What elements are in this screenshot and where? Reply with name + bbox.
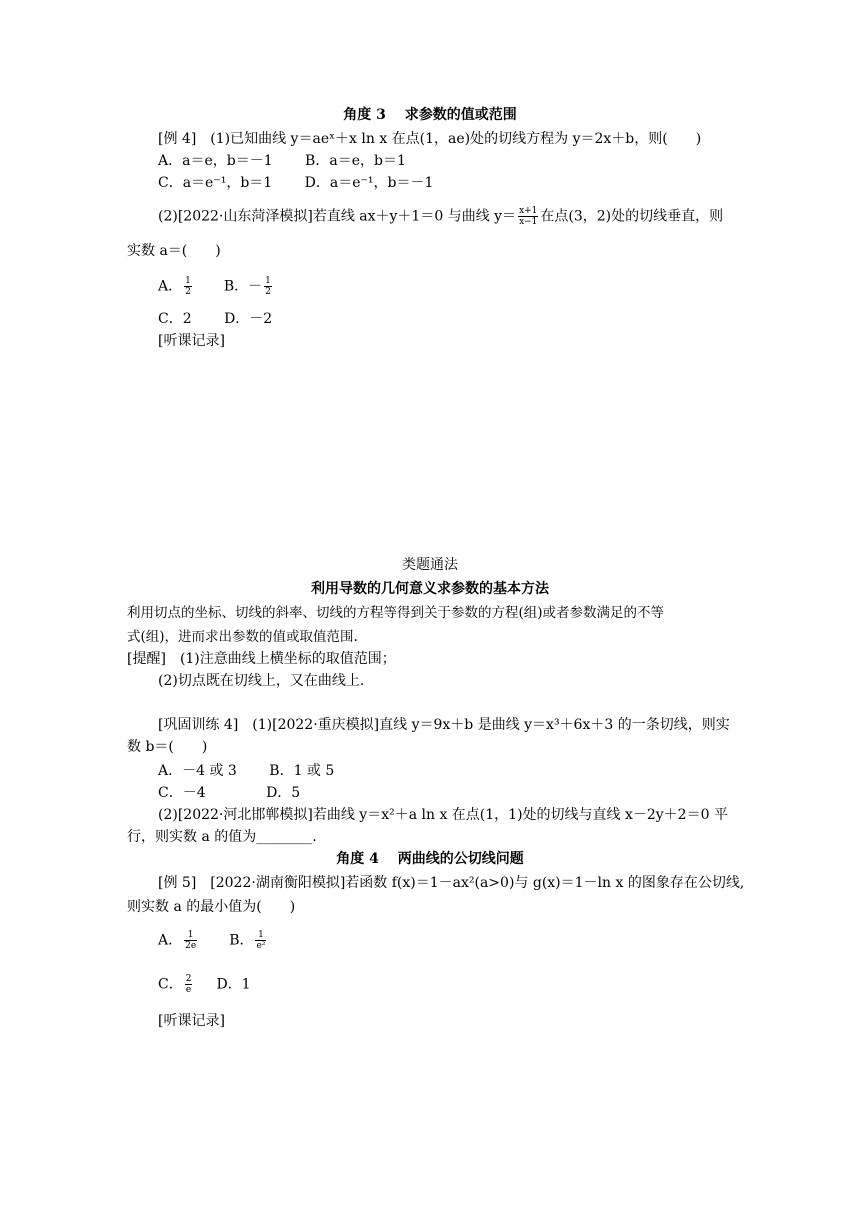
reminder-item2: (2)切点既在切线上，又在曲线上.	[158, 673, 365, 689]
option-b-label: B．	[229, 932, 254, 949]
practice4-q2-line1: (2)[2022·河北邯郸模拟]若曲线 y＝x²＋a ln x 在点(1，1)处的切线与直线 x－2y＋2＝0 平	[158, 807, 728, 823]
practice4-q2-line2: 行，则实数 a 的值为________.	[127, 829, 317, 845]
fraction-denominator: 2	[265, 287, 271, 297]
example5-options-cd	[158, 974, 251, 995]
section-heading-angle4: 角度 4 两曲线的公切线问题	[336, 851, 524, 867]
reminder-line1	[127, 650, 396, 668]
practice4-q1-line2: 数 b＝( )	[127, 739, 208, 755]
option-a-fraction	[184, 276, 192, 297]
example4-question1: [例 4] (1)已知曲线 y＝aeˣ＋x ln x 在点(1，ae)处的切线方程为 y＝2x＋b，则( )	[158, 131, 702, 147]
q2-text-pre: (2)[2022·山东菏泽模拟]若直线 ax＋y＋1＝0 与曲线 y＝	[158, 208, 517, 225]
option-a-label: A．	[158, 932, 183, 949]
example5-options-ab	[158, 930, 268, 951]
q2-text-post: 在点(3，2)处的切线垂直，则	[540, 208, 724, 225]
example4-q2-line2: 实数 a＝( )	[127, 243, 221, 259]
option-b-label: B．－	[223, 278, 263, 295]
fraction-numerator: 2	[185, 974, 192, 984]
reminder-label: [提醒]	[127, 651, 166, 667]
fraction-denominator: 2	[185, 287, 191, 297]
practice4-q1-options-ab: A．－4 或 3 B．1 或 5	[158, 763, 335, 779]
fraction-denominator: e	[185, 985, 192, 995]
section-heading-angle3: 角度 3 求参数的值或范围	[343, 107, 517, 123]
fraction-numerator: 1	[185, 276, 191, 286]
option-c-fraction	[185, 974, 193, 995]
example4-q1-options-cd: C．a＝e⁻¹，b＝1 D．a＝e⁻¹，b＝－1	[158, 175, 434, 191]
lecture-notes-label: [听课记录]	[158, 333, 225, 349]
option-d: D．1	[216, 976, 251, 993]
example4-q2-options-ab	[158, 276, 274, 297]
fraction	[518, 206, 538, 227]
example4-question2	[158, 206, 723, 227]
option-c-label: C．	[158, 976, 183, 993]
fraction-numerator: 1	[255, 930, 266, 941]
practice4-q1-options-cd: C．－4 D．5	[158, 785, 301, 801]
practice4-q1-line1: [巩固训练 4] (1)[2022·重庆模拟]直线 y＝9x＋b 是曲线 y＝x³＋6x＋3 的一条切线，则实	[158, 717, 730, 733]
lecture-notes-label-2: [听课记录]	[158, 1013, 225, 1029]
fraction-numerator: 1	[265, 276, 271, 286]
fraction-denominator: 2e	[185, 941, 197, 951]
fraction-numerator: 1	[184, 930, 197, 941]
method-body-line1: 利用切点的坐标、切线的斜率、切线的方程等得到关于参数的方程(组)或者参数满足的不等	[127, 605, 665, 621]
example4-q2-options-cd: C．2 D．－2	[158, 311, 273, 327]
method-body-line2: 式(组)，进而求出参数的值或取值范围.	[127, 629, 358, 645]
example4-q1-options-ab: A．a＝e，b＝－1 B．a＝e，b＝1	[158, 153, 406, 169]
option-a-fraction	[184, 930, 197, 951]
option-b-fraction	[255, 930, 266, 951]
option-a-label: A．	[158, 278, 183, 295]
method-subtitle: 利用导数的几何意义求参数的基本方法	[311, 581, 549, 597]
fraction-denominator: x−1	[519, 217, 538, 227]
method-title: 类题通法	[402, 557, 458, 573]
fraction-numerator: x+1	[519, 206, 538, 216]
reminder-item1: (1)注意曲线上横坐标的取值范围；	[179, 651, 396, 667]
option-b-fraction	[264, 276, 272, 297]
example5-line1: [例 5] [2022·湖南衡阳模拟]若函数 f(x)＝1－ax²(a>0)与 g(x)＝1－ln x 的图象存在公切线,	[158, 875, 745, 891]
fraction-denominator: e²	[256, 941, 266, 951]
example5-line2: 则实数 a 的最小值为( )	[127, 899, 296, 915]
